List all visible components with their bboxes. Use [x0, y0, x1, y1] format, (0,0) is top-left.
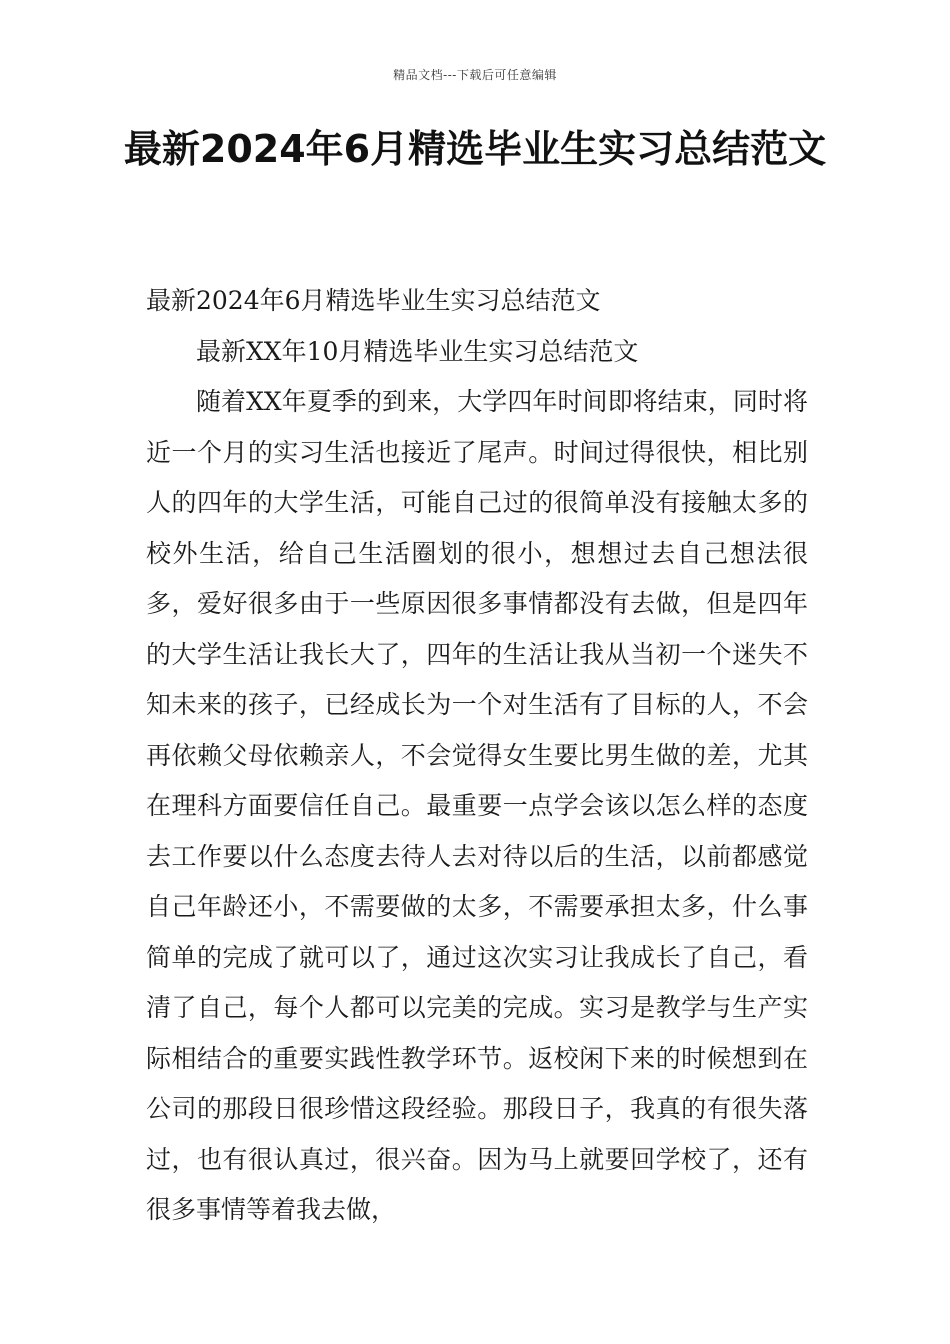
- body-paragraph-subtitle: 最新2024年6月精选毕业生实习总结范文: [146, 286, 601, 315]
- document-body: [146, 276, 808, 1236]
- body-paragraph-heading: 最新XX年10月精选毕业生实习总结范文: [196, 336, 639, 366]
- document-title: 最新2024年6月精选毕业生实习总结范文: [123, 127, 827, 171]
- body-paragraph: 随着XX年夏季的到来，大学四年时间即将结束，同时将近一个月的实习生活也接近了尾声。时间过得很快，相比别人的四年的大学生活，可能自己过的很简单没有接触太多的校外生活，给自己生活圈划的很小，想想过去自己想法很多，爱好很多由于一些原因很多事情都没有去做，但是四年的大学生活让我长大了，四年的生活让我从当初一个迷失不知未来的孩子，已经成长为一个对生活有了目标的人，不会再依赖父母依赖亲人，不会觉得女生要比男生做的差，尤其在理科方面要信任自己。最重要一点学会该以怎么样的态度去工作要以什么态度去待人去对待以后的生活，以前都感觉自己年龄还小，不需要做的太多，不需要承担太多，什么事简单的完成了就可以了，通过这次实习让我成长了自己，看清了自己，每个人都可以完美的完成。实习是教学与生产实际相结合的重要实践性教学环节。返校闲下来的时候想到在公司的那段日很珍惜这段经验。那段日子，我真的有很失落过，也有很认真过，很兴奋。因为马上就要回学校了，还有很多事情等着我去做，: [146, 387, 808, 1224]
- header-note: 精品文档---下载后可任意编辑: [393, 68, 557, 82]
